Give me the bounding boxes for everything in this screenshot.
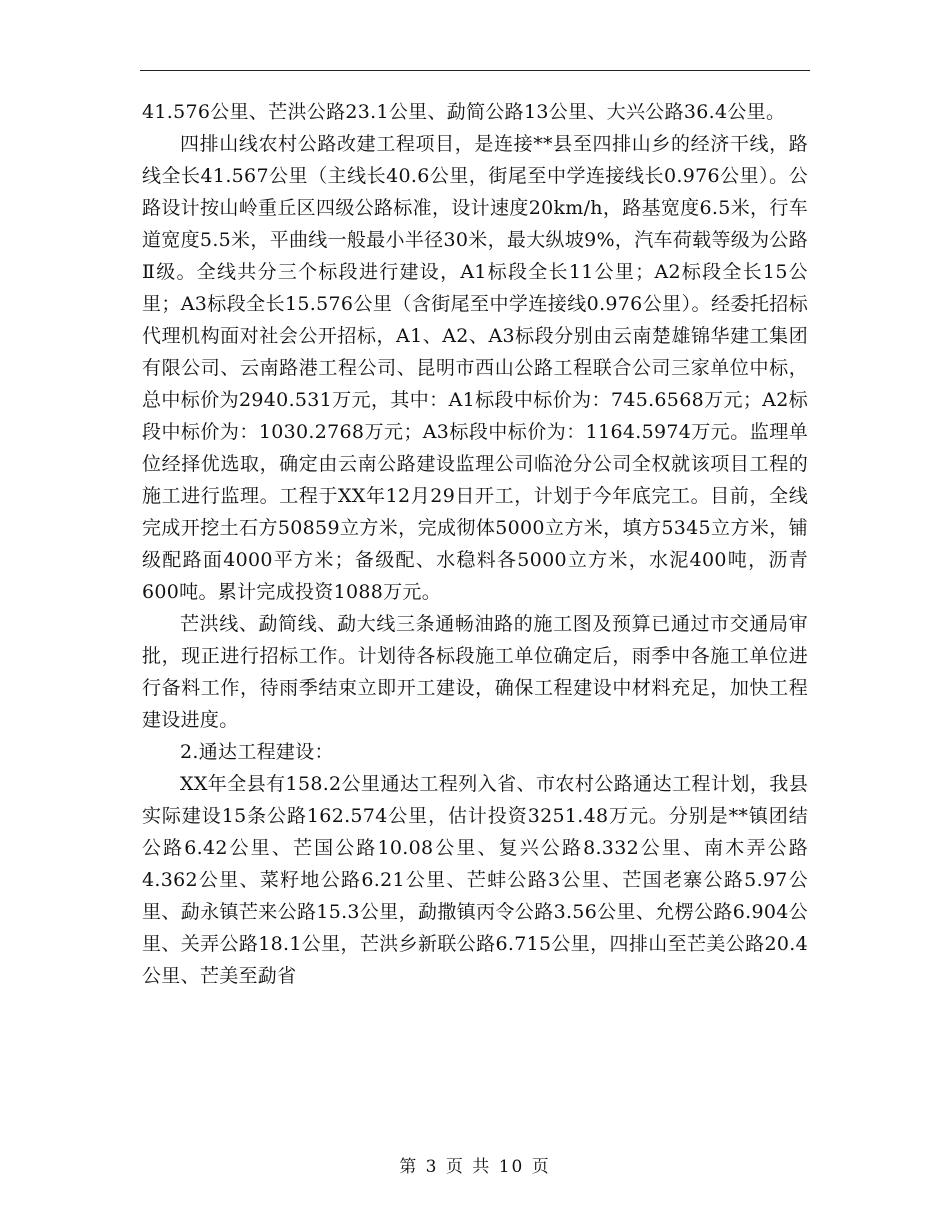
paragraph-5: XX年全县有158.2公里通达工程列入省、市农村公路通达工程计划，我县实际建设15条公路162.574公里，估计投资3251.48万元。分别是**镇团结公路6.42公里、芒国公路10.08公里、复兴公路8.332公里、南木弄公路4.362公里、菜籽地公路6.21公里、芒蚌公路3公里、芒国老寨公路5.97公里、勐永镇芒来公路15.3公里，勐撒镇丙令公路3.56公里、允楞公路6.904公里、关弄公路18.1公里，芒洪乡新联公路6.715公里，四排山至芒美公路20.4公里、芒美至勐省 [142, 773, 808, 987]
section-heading-tongda: 2.通达工程建设： [180, 741, 334, 763]
paragraph-2: 四排山线农村公路改建工程项目，是连接**县至四排山乡的经济干线，路线全长41.567公里（主线长40.6公里，街尾至中学连接线长0.976公里）。公路设计按山岭重丘区四级公路标准，设计速度20km/h，路基宽度6.5米，行车道宽度5.5米，平曲线一般最小半径30米，最大纵坡9%，汽车荷载等级为公路Ⅱ级。全线共分三个标段进行建设，A1标段全长11公里；A2标段全长15公里；A3标段全长15.576公里（含街尾至中学连接线0.976公里）。经委托招标代理机构面对社会公开招标，A1、A2、A3标段分别由云南楚雄锦华建工集团有限公司、云南路港工程公司、昆明市西山公路工程联合公司三家单位中标，总中标价为2940.531万元，其中：A1标段中标价为：745.6568万元；A2标段中标价为：1030.2768万元；A3标段中标价为：1164.5974万元。监理单位经择优选取，确定由云南公路建设监理公司临沧分公司全权就该项目工程的施工进行监理。工程于XX年12月29日开工，计划于今年底完工。目前，全线完成开挖土石方50859立方米，完成彻体5000立方米，填方5345立方米，铺级配路面4000平方米；备级配、水稳料各5000立方米，水泥400吨，沥青600吨。累计完成投资1088万元。 [142, 133, 808, 603]
header-rule [140, 70, 810, 71]
paragraph-1: 41.576公里、芒洪公路23.1公里、勐简公路13公里、大兴公路36.4公里。 [142, 101, 786, 123]
document-body [142, 96, 808, 992]
page-number-footer: 第 3 页 共 10 页 [399, 1157, 551, 1177]
paragraph-3: 芒洪线、勐简线、勐大线三条通畅油路的施工图及预算已通过市交通局审批，现正进行招标工作。计划待各标段施工单位确定后，雨季中各施工单位进行备料工作，待雨季结束立即开工建设，确保工程建设中材料充足，加快工程建设进度。 [142, 613, 808, 731]
